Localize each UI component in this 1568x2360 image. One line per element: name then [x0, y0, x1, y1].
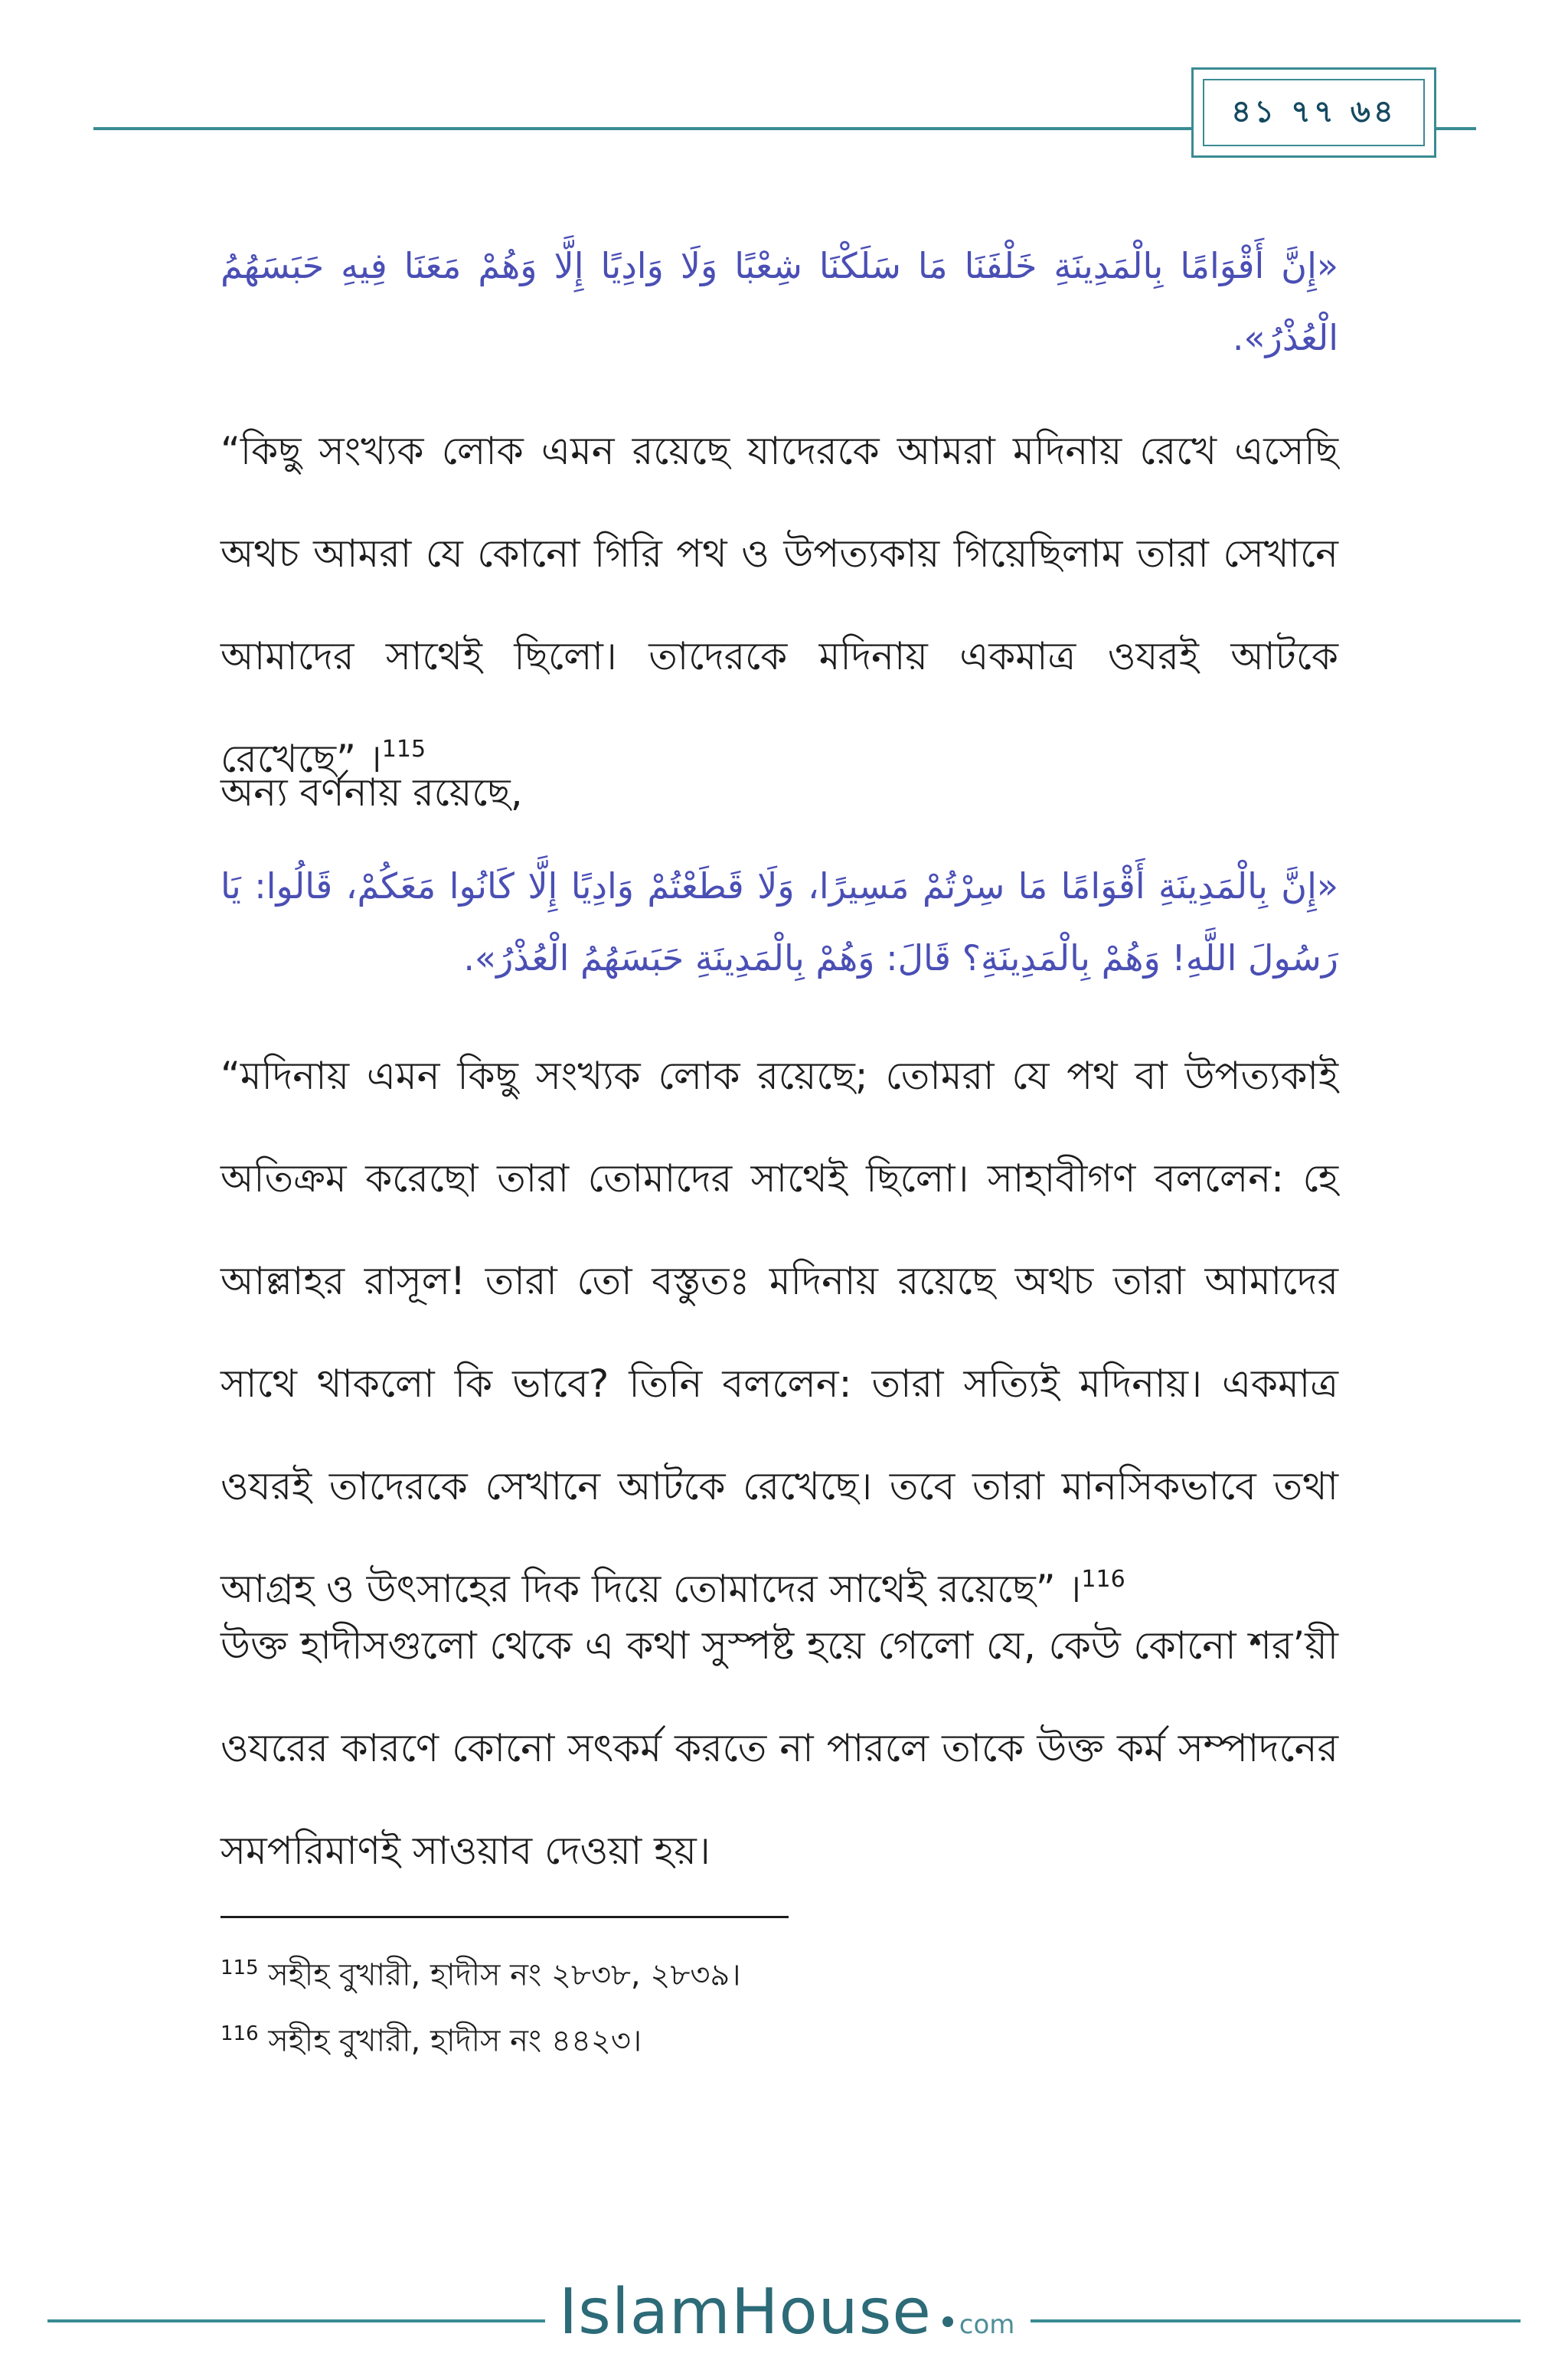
footnote-116 [220, 2011, 1338, 2064]
conclusion-paragraph: উক্ত হাদীসগুলো থেকে এ কথা সুস্পষ্ট হয়ে গেলো যে, কেউ কোনো শর’য়ী ওযরের কারণে কোনো সৎকর্ম করতে না পারলে তাকে উক্ত কর্ম সম্পাদনের সমপরিমাণই সাওয়াব দেওয়া হয়। [220, 1623, 1338, 1873]
footer-rule-left [47, 2319, 545, 2322]
footnote-number: 115 [220, 1956, 259, 1979]
brand-name: IslamHouse [559, 2276, 932, 2349]
footnote-text: সহীহ বুখারী, হাদীস নং ৪৪২৩। [268, 2023, 642, 2059]
translation-text-1: “কিছু সংখ্যক লোক এমন রয়েছে যাদেরকে আমরা মদিনায় রেখে এসেছি অথচ আমরা যে কোনো গিরি পথ ও উপত্যকায় গিয়েছিলাম তারা সেখানে আমাদের সাথেই ছিলো। তাদেরকে মদিনায় একমাত্র ওযরই আটকে রেখেছে” । [220, 429, 1338, 781]
footnote-number: 116 [220, 2022, 259, 2045]
arabic-hadith-1: «إِنَّ أَقْوَامًا بِالْمَدِينَةِ خَلْفَنَا مَا سَلَكْنَا شِعْبًا وَلَا وَادِيًا إِلَّا وَهُمْ مَعَنَا فِيهِ حَبَسَهُمُ الْعُذْرُ». [220, 245, 1338, 358]
translation-paragraph-2 [220, 1025, 1338, 1640]
translation-text-2: “মদিনায় এমন কিছু সংখ্যক লোক রয়েছে; তোমরা যে পথ বা উপত্যকাই অতিক্রম করেছো তারা তোমাদের সাথেই ছিলো। সাহাবীগণ বললেন: হে আল্লাহর রাসূল! তারা তো বস্তুতঃ মদিনায় রয়েছে অথচ তারা আমাদের সাথে থাকলো কি ভাবে? তিনি বললেন: তারা সত্যিই মদিনায়। একমাত্র ওযরই তাদেরকে সেখানে আটকে রেখেছে। তবে তারা মানসিকভাবে তথা আগ্রহ ও উৎসাহের দিক দিয়ে তোমাদের সাথেই রয়েছে” । [220, 1054, 1338, 1611]
arabic-hadith-2: «إِنَّ بِالْمَدِينَةِ أَقْوَامًا مَا سِرْتُمْ مَسِيرًا، وَلَا قَطَعْتُمْ وَادِيًا إِلَّا كَانُوا مَعَكُمْ، قَالُوا: يَا رَسُولَ اللَّهِ! وَهُمْ بِالْمَدِينَةِ؟ قَالَ: وَهُمْ بِالْمَدِينَةِ حَبَسَهُمُ الْعُذْرُ». [220, 865, 1338, 979]
footnote-ref-115: 115 [381, 736, 426, 763]
brand-dot-icon [942, 2316, 953, 2327]
footnote-115 [220, 1945, 1338, 1998]
page-number-box [1191, 67, 1436, 158]
footer-rule-right [1031, 2319, 1521, 2322]
footnote-rule [220, 1916, 789, 1918]
islamhouse-logo [559, 2276, 1014, 2360]
page-number: ৪১ ৭৭ ৬৪ [1203, 79, 1425, 146]
intro-line: অন্য বর্ণনায় রয়েছে, [220, 770, 523, 815]
footnote-ref-116: 116 [1081, 1566, 1125, 1593]
footnote-text: সহীহ বুখারী, হাদীস নং ২৮৩৮, ২৮৩৯। [268, 1957, 741, 1993]
brand-suffix: com [959, 2309, 1015, 2340]
